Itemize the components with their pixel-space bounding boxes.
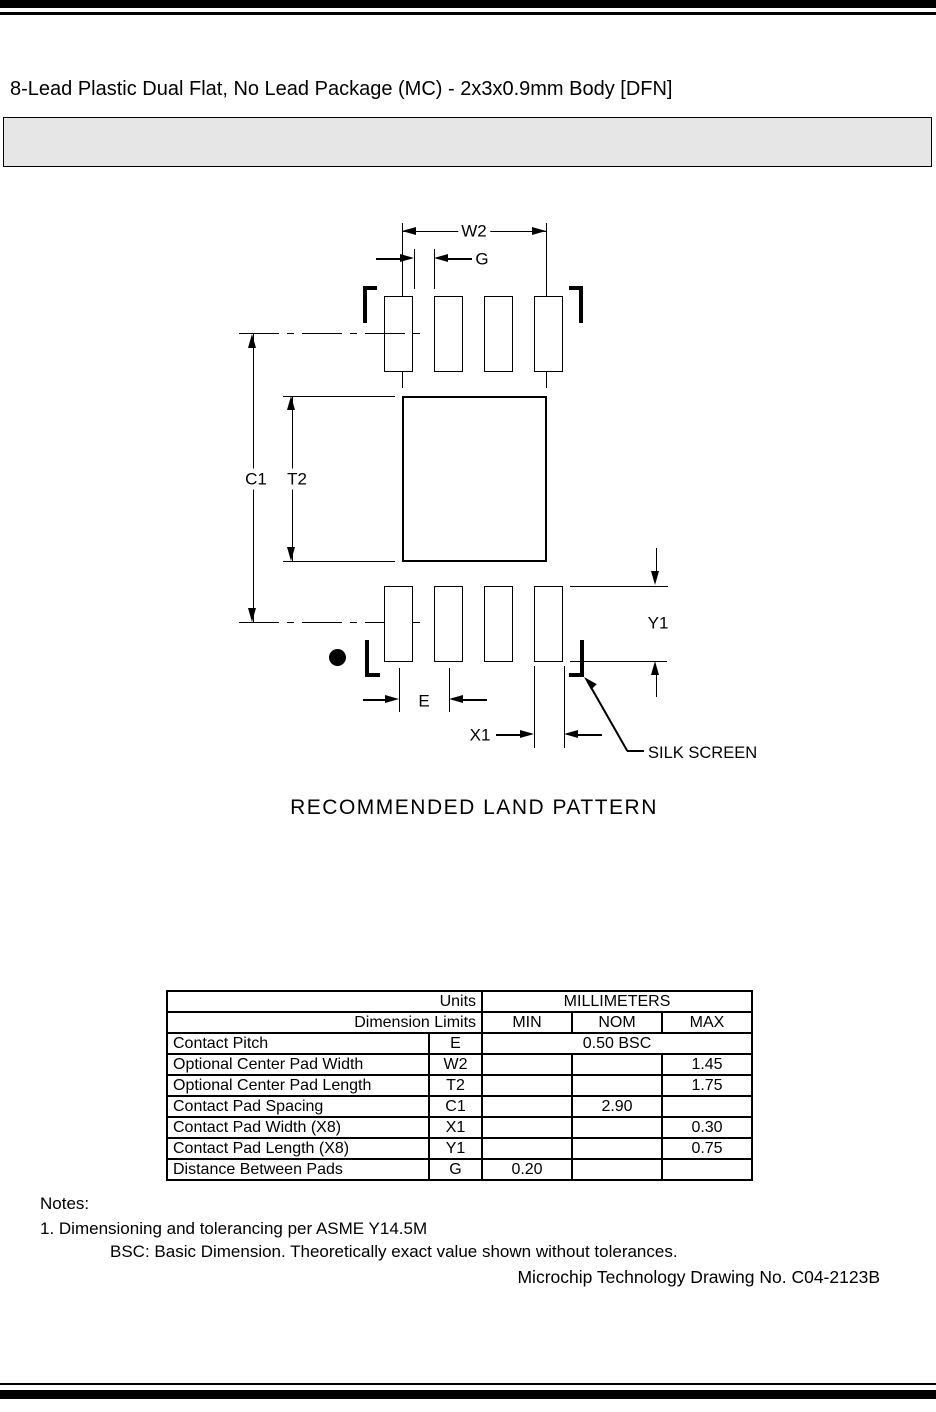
t2-extension-line-bottom: [283, 561, 395, 563]
silkscreen-leader-diagonal: [587, 680, 629, 751]
param-cell: Distance Between Pads: [167, 1159, 429, 1180]
param-cell: Optional Center Pad Width: [167, 1054, 429, 1075]
footer-rule-thick: [0, 1390, 936, 1399]
g-arrow-line-right: [448, 258, 472, 260]
header-rule-thin: [0, 12, 936, 15]
max-header-cell: MAX: [662, 1012, 752, 1033]
nom-cell: 2.90: [572, 1096, 662, 1117]
bottom-pad-3: [484, 586, 513, 662]
top-pad-3: [484, 296, 513, 372]
min-cell: [482, 1054, 572, 1075]
e-tick-right: [449, 668, 451, 712]
max-cell: [662, 1096, 752, 1117]
table-row-pad-width: [167, 1117, 752, 1138]
y1-arrow-top: [651, 571, 659, 585]
max-cell: 1.45: [662, 1054, 752, 1075]
max-cell: 0.30: [662, 1117, 752, 1138]
g-arrow-right: [434, 254, 448, 262]
t2-label: T2: [284, 469, 310, 490]
table-row-contact-pitch: [167, 1033, 752, 1054]
x1-arrow-left: [520, 730, 534, 738]
table-header-row-limits: [167, 1012, 752, 1033]
symbol-cell: G: [429, 1159, 482, 1180]
t2-arrow-top: [287, 396, 295, 410]
bottom-pad-2: [434, 586, 463, 662]
c1-arrow-top: [248, 334, 256, 348]
e-arrow-left: [385, 695, 399, 703]
table-row-center-pad-width: [167, 1054, 752, 1075]
t2-extension-line-top: [283, 396, 395, 398]
units-label-cell: Units: [167, 991, 482, 1012]
param-cell: Contact Pitch: [167, 1033, 429, 1054]
x1-arrow-right: [564, 730, 578, 738]
footer-rule-thin: [0, 1383, 936, 1386]
w2-arrow-left: [402, 227, 416, 235]
min-cell: 0.20: [482, 1159, 572, 1180]
nom-cell: [572, 1138, 662, 1159]
symbol-cell: C1: [429, 1096, 482, 1117]
note-1-sub: BSC: Basic Dimension. Theoretically exact value shown without tolerances.: [110, 1242, 678, 1261]
t2-arrow-bottom: [287, 547, 295, 561]
max-cell: [662, 1159, 752, 1180]
silkscreen-leader-horizontal: [627, 750, 644, 752]
note-1: 1. Dimensioning and tolerancing per ASME Y14.5M: [40, 1219, 428, 1238]
silkscreen-corner-top-right-v: [579, 286, 583, 323]
g-label: G: [472, 249, 491, 270]
nom-header-cell: NOM: [572, 1012, 662, 1033]
center-pad: [402, 396, 547, 562]
nom-cell: [572, 1159, 662, 1180]
min-header-cell: MIN: [482, 1012, 572, 1033]
symbol-cell: E: [429, 1033, 482, 1054]
c1-label: C1: [242, 469, 270, 490]
dimensions-table: [166, 990, 753, 1181]
min-cell: [482, 1075, 572, 1096]
symbol-cell: W2: [429, 1054, 482, 1075]
param-cell: Optional Center Pad Length: [167, 1075, 429, 1096]
max-cell: 1.75: [662, 1075, 752, 1096]
x1-arrow-line-left: [496, 734, 522, 736]
silkscreen-corner-bottom-right-v: [580, 640, 584, 677]
notes-heading: Notes:: [40, 1194, 90, 1213]
top-pad-2: [434, 296, 463, 372]
value-span-cell: 0.50 BSC: [482, 1033, 752, 1054]
bottom-pad-1: [384, 586, 413, 662]
y1-extension-line-top: [570, 586, 668, 588]
x1-arrow-line-right: [578, 734, 602, 736]
nom-cell: [572, 1075, 662, 1096]
drawing-caption: RECOMMENDED LAND PATTERN: [290, 796, 658, 819]
min-cell: [482, 1096, 572, 1117]
pin1-indicator-dot: [329, 649, 346, 666]
symbol-cell: X1: [429, 1117, 482, 1138]
silkscreen-corner-bottom-left-h: [365, 673, 380, 677]
units-value-cell: MILLIMETERS: [482, 991, 752, 1012]
g-arrow-left: [400, 254, 414, 262]
e-arrow-right: [449, 695, 463, 703]
silkscreen-corner-bottom-right-h: [569, 673, 584, 677]
nom-cell: [572, 1117, 662, 1138]
w2-label: W2: [458, 221, 490, 242]
y1-arrow-line-bottom: [656, 675, 658, 697]
dimension-limits-cell: Dimension Limits: [167, 1012, 482, 1033]
min-cell: [482, 1138, 572, 1159]
shaded-note-box: [3, 117, 932, 167]
param-cell: Contact Pad Length (X8): [167, 1138, 429, 1159]
nom-cell: [572, 1054, 662, 1075]
table-row-distance-between-pads: [167, 1159, 752, 1180]
bottom-pad-4: [534, 586, 563, 662]
silkscreen-corner-bottom-left-v: [365, 640, 369, 677]
c1-arrow-bottom: [248, 608, 256, 622]
e-tick-left: [399, 668, 401, 712]
silkscreen-corner-top-left-v: [363, 286, 367, 323]
param-cell: Contact Pad Spacing: [167, 1096, 429, 1117]
e-arrow-line-right: [463, 699, 487, 701]
centerline-top: [239, 333, 427, 335]
table-row-pad-spacing: [167, 1096, 752, 1117]
y1-arrow-line-top: [656, 548, 658, 572]
table-header-row-units: [167, 991, 752, 1012]
page-title: 8-Lead Plastic Dual Flat, No Lead Package (MC) - 2x3x0.9mm Body [DFN]: [10, 78, 673, 100]
symbol-cell: Y1: [429, 1138, 482, 1159]
symbol-cell: T2: [429, 1075, 482, 1096]
e-label: E: [415, 691, 432, 712]
drawing-number: Microchip Technology Drawing No. C04-2123B: [517, 1267, 880, 1287]
param-cell: Contact Pad Width (X8): [167, 1117, 429, 1138]
top-pad-4: [534, 296, 563, 372]
w2-arrow-right: [532, 227, 546, 235]
min-cell: [482, 1117, 572, 1138]
g-arrow-line-left: [376, 258, 402, 260]
table-row-pad-length: [167, 1138, 752, 1159]
table-row-center-pad-length: [167, 1075, 752, 1096]
y1-arrow-bottom: [651, 661, 659, 675]
x1-label: X1: [467, 725, 494, 746]
max-cell: 0.75: [662, 1138, 752, 1159]
silkscreen-label: SILK SCREEN: [648, 744, 758, 762]
header-rule-thick: [0, 0, 936, 8]
y1-label: Y1: [645, 613, 672, 634]
